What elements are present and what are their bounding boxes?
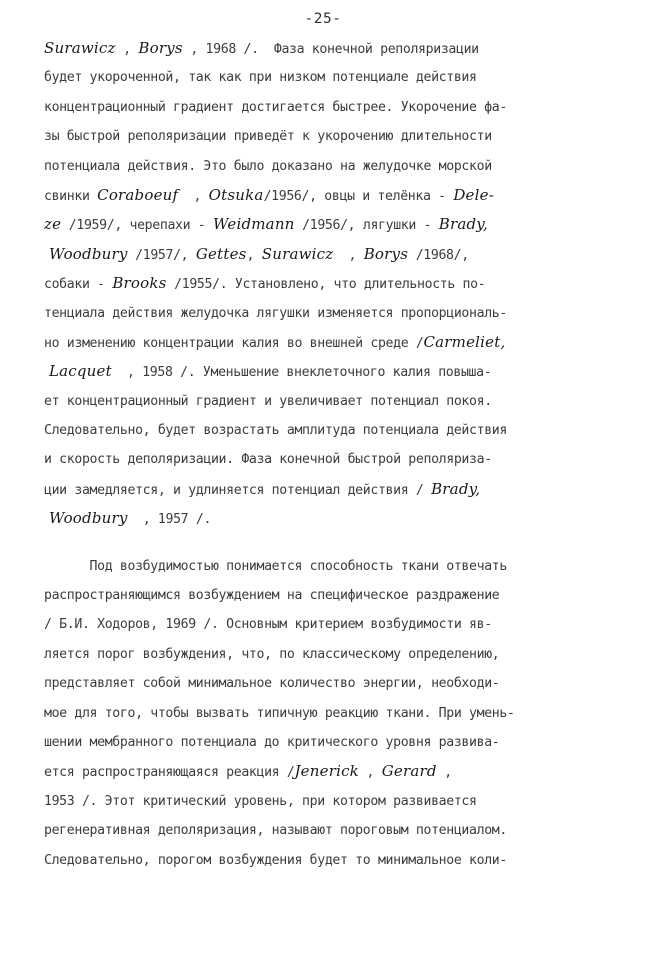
typed-text: Следовательно, будет возрастать амплитуда потенциала действия — [44, 423, 507, 439]
typed-text: мое для того, чтобы вызвать типичную реакцию ткани. При умень- — [44, 705, 515, 721]
handwritten-author-name: Brooks — [112, 274, 167, 293]
typed-text: , 1958 /. Уменьшение внеклеточного калия повыша- — [111, 365, 492, 381]
typed-text: /1955/. Установлено, что длительность по- — [166, 277, 486, 293]
handwritten-author-name: Carmeliet, — [423, 332, 506, 351]
text-line — [44, 816, 624, 845]
text-line — [44, 581, 624, 610]
typed-text: , 1968 /. Фаза конечной реполяризации — [182, 42, 479, 57]
typed-text: , — [333, 247, 364, 263]
text-line — [44, 728, 624, 757]
handwritten-author-name: Borys — [363, 244, 409, 263]
typed-text: свинки — [44, 188, 98, 204]
text-line — [44, 640, 624, 669]
handwritten-author-name: Woodbury — [44, 509, 128, 528]
typed-text: /1957/, — [127, 247, 196, 263]
text-line — [44, 757, 624, 786]
typed-text: распространяющимся возбуждением на специфическое раздражение — [44, 588, 500, 604]
typed-text: будет укороченной, так как при низком потенциале действия — [44, 70, 477, 86]
typed-text: тенциала действия желудочка лягушки изменяется пропорциональ- — [44, 305, 507, 321]
handwritten-author-name: Gettes — [195, 244, 247, 263]
text-line — [44, 93, 624, 122]
text-line — [44, 552, 624, 581]
handwritten-author-name: Woodbury — [44, 244, 128, 263]
handwritten-author-name: Lacquet — [44, 362, 112, 381]
page-number: -25- — [304, 11, 342, 27]
typed-text: /1968/, — [408, 247, 469, 263]
text-line — [44, 269, 624, 298]
handwritten-author-name: Otsuka — [208, 185, 264, 204]
text-line — [44, 328, 624, 357]
text-line — [44, 787, 624, 816]
handwritten-author-name: ze — [44, 215, 62, 234]
text-line — [44, 846, 624, 875]
text-line — [44, 610, 624, 639]
text-line — [44, 122, 624, 151]
typed-text: , — [115, 42, 139, 57]
typed-text: зы быстрой реполяризации приведёт к укорочению длительности — [44, 129, 492, 145]
text-line — [44, 299, 624, 328]
typed-text: концентрационный градиент достигается быстрее. Укорочение фа- — [44, 99, 507, 115]
handwritten-author-name: Brady, — [431, 479, 481, 498]
handwritten-author-name: Borys — [138, 39, 183, 57]
text-line — [44, 181, 624, 210]
typed-text: собаки - — [44, 277, 113, 293]
typed-text: Под возбудимостью понимается способность ткани отвечать — [44, 558, 507, 574]
body-text — [44, 34, 624, 875]
handwritten-author-name: Weidmann — [212, 215, 295, 234]
typed-text: ляется порог возбуждения, что, по классическому определению, — [44, 646, 500, 662]
handwritten-author-name: Surawicz — [44, 39, 116, 57]
handwritten-author-name: Jenerick — [294, 762, 359, 781]
text-line — [44, 210, 624, 239]
text-line — [44, 475, 624, 504]
typed-text: регенеративная деполяризация, называют пороговым потенциалом. — [44, 823, 507, 839]
typed-text: /1956/, лягушки - — [294, 218, 439, 234]
typed-text: 1953 /. Этот критический уровень, при котором развивается — [44, 793, 477, 809]
typed-text: шении мембранного потенциала до критического уровня развива- — [44, 734, 500, 750]
paragraph-gap — [44, 534, 624, 552]
typed-text: ет концентрационный градиент и увеличивает потенциал покоя. — [44, 393, 492, 409]
typed-text: ции замедляется, и удлиняется потенциал действия / — [44, 482, 432, 498]
text-line — [44, 416, 624, 445]
text-line — [44, 504, 624, 533]
text-line — [44, 240, 624, 269]
handwritten-author-name: Dele- — [453, 185, 494, 204]
text-line — [44, 669, 624, 698]
typed-text: потенциала действия. Это было доказано на желудочке морской — [44, 158, 492, 174]
text-line — [44, 34, 624, 63]
typed-text: и скорость деполяризации. Фаза конечной быстрой реполяризa- — [44, 452, 492, 468]
typed-text: , 1957 /. — [127, 512, 212, 528]
typed-text: , — [436, 765, 452, 781]
handwritten-author-name: Surawicz — [261, 244, 334, 263]
handwritten-author-name: Gerard — [381, 762, 437, 781]
typed-text: представляет собой минимальное количество энергии, необходи- — [44, 676, 500, 692]
handwritten-author-name: Coraboeuf — [97, 185, 179, 204]
text-line — [44, 445, 624, 474]
text-line — [44, 152, 624, 181]
text-line — [44, 699, 624, 728]
typed-text: ется распространяющаяся реакция / — [44, 765, 295, 781]
typed-text: /1956/, овцы и телёнка - — [263, 188, 454, 204]
handwritten-author-name: Brady, — [438, 215, 488, 234]
typed-text: , — [178, 188, 209, 204]
text-line — [44, 357, 624, 386]
typed-text: / Б.И. Ходоров, 1969 /. Основным критерием возбудимости яв- — [44, 617, 492, 633]
text-line — [44, 387, 624, 416]
typed-text: , — [358, 765, 382, 781]
typed-text: но изменению концентрации калия во внешней среде / — [44, 335, 424, 351]
typed-text: Следовательно, порогом возбуждения будет то минимальное коли- — [44, 852, 507, 868]
text-line — [44, 63, 624, 92]
typed-text: /1959/, черепахи - — [61, 218, 213, 234]
typed-text: , — [246, 247, 262, 263]
